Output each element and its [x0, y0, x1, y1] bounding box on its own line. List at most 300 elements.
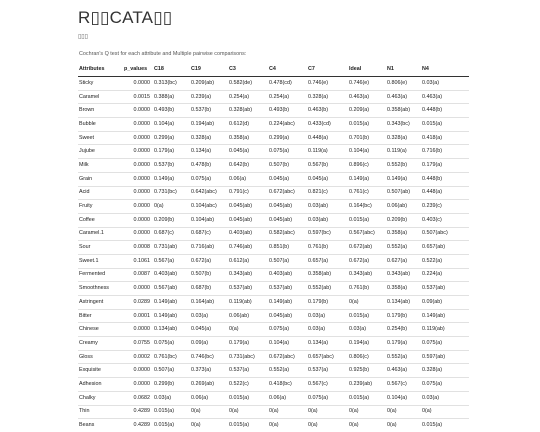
p-value-cell: 0.0682 [123, 391, 153, 405]
table-cell: 0.672(a) [348, 254, 386, 268]
table-row [78, 337, 469, 351]
attribute-cell: Jujube [78, 145, 123, 159]
p-value-cell: 0.0000 [123, 200, 153, 214]
table-cell: 0.493(b) [268, 104, 307, 118]
table-cell: 0.03(a) [153, 391, 190, 405]
table-row [78, 282, 469, 296]
table-cell: 0.015(a) [153, 405, 190, 419]
table-cell: 0.015(a) [348, 309, 386, 323]
table-cell: 0.164(ab) [190, 296, 228, 310]
table-cell: 0(a) [386, 419, 421, 432]
column-header: N4 [421, 63, 469, 77]
table-cell: 0.358(a) [228, 131, 268, 145]
p-value-cell: 0.0001 [123, 309, 153, 323]
table-cell: 0.075(a) [421, 337, 469, 351]
attribute-cell: Astringent [78, 296, 123, 310]
column-header: p_values [123, 63, 153, 77]
table-cell: 0.567(abc) [348, 227, 386, 241]
attribute-cell: Sticky [79, 79, 94, 86]
table-cell: 0.06(ab) [386, 200, 421, 214]
table-cell: 0.075(a) [268, 145, 307, 159]
column-header: C19 [190, 63, 228, 77]
table-cell: 0.507(a) [153, 364, 190, 378]
table-cell: 0.06(ab) [228, 309, 268, 323]
table-cell: 0(a) [190, 419, 228, 432]
table-cell: 0(a) [268, 405, 307, 419]
table-cell: 0.164(bc) [348, 200, 386, 214]
table-cell: 0(a) [348, 419, 386, 432]
table-cell: 0.642(b) [228, 159, 268, 173]
table-cell: 0.269(ab) [190, 378, 228, 392]
table-cell: 0.731(ab) [153, 241, 190, 255]
table-cell: 0.403(c) [421, 213, 469, 227]
p-value-cell: 0.0000 [123, 104, 153, 118]
p-value-cell: 0.0000 [123, 131, 153, 145]
table-cell: 0.328(a) [421, 364, 469, 378]
table-cell: 0.09(ab) [421, 296, 469, 310]
attribute-cell: Bitter [78, 309, 123, 323]
table-cell: 0.582(de) [229, 79, 253, 86]
table-row [78, 254, 469, 268]
p-value-cell: 0.0000 [123, 364, 153, 378]
table-cell: 0.746(e) [349, 79, 370, 86]
column-header: C7 [307, 63, 348, 77]
attribute-cell: Grain [78, 172, 123, 186]
table-cell: 0.448(a) [421, 186, 469, 200]
table-cell: 0.448(b) [421, 172, 469, 186]
table-row [78, 378, 469, 392]
p-value-cell: 0.4289 [123, 405, 153, 419]
table-cell: 0.761(b) [348, 282, 386, 296]
table-cell: 0.642(abc) [190, 186, 228, 200]
p-value-cell: 0.0002 [123, 350, 153, 364]
table-cell: 0.03(a) [421, 391, 469, 405]
table-row [78, 77, 469, 91]
table-cell: 0.075(a) [421, 378, 469, 392]
attribute-cell: Beans [78, 419, 123, 432]
table-cell: 0.612(d) [228, 118, 268, 132]
table-cell: 0.716(b) [421, 145, 469, 159]
table-caption: Cochran's Q test for each attribute and Multiple pairwise comparisons: [79, 51, 247, 57]
attribute-cell: Chinese [78, 323, 123, 337]
table-header-row [78, 63, 469, 77]
table-cell: 0.179(a) [228, 337, 268, 351]
table-cell: 0.045(ab) [268, 213, 307, 227]
table-cell: 0.418(bc) [268, 378, 307, 392]
table-cell: 0.478(b) [190, 159, 228, 173]
table-cell: 0.104(abc) [190, 200, 228, 214]
attribute-cell: Adhesion [78, 378, 123, 392]
table-cell: 0.119(ab) [421, 323, 469, 337]
table-cell: 0.209(ab) [191, 79, 215, 86]
p-value-cell: 0.0015 [123, 90, 153, 104]
table-cell: 0.567(c) [386, 378, 421, 392]
table-cell: 0.687(b) [190, 282, 228, 296]
table-cell: 0.015(a) [348, 391, 386, 405]
table-cell: 0.612(a) [228, 254, 268, 268]
table-cell: 0.507(b) [190, 268, 228, 282]
table-cell: 0.149(ab) [421, 309, 469, 323]
table-cell: 0.149(ab) [153, 309, 190, 323]
attribute-cell: Milk [78, 159, 123, 173]
table-row [78, 172, 469, 186]
table-row [78, 309, 469, 323]
table-cell: 0.09(a) [190, 337, 228, 351]
table-row [78, 268, 469, 282]
table-cell: 0.687(c) [190, 227, 228, 241]
table-cell: 0.657(a) [307, 254, 348, 268]
attribute-cell: Brown [78, 104, 123, 118]
table-cell: 0.343(bc) [386, 118, 421, 132]
results-table [78, 63, 469, 432]
page-subtitle: ▯▯▯ [78, 34, 88, 40]
attribute-cell: Fermented [78, 268, 123, 282]
table-cell: 0.239(a) [190, 90, 228, 104]
table-cell: 0.627(a) [386, 254, 421, 268]
table-cell: 0.463(a) [348, 90, 386, 104]
column-header: C18 [153, 63, 190, 77]
table-cell: 0.657(ab) [421, 241, 469, 255]
table-cell: 0.582(abc) [268, 227, 307, 241]
p-value-cell: 0.0000 [123, 145, 153, 159]
table-cell: 0.567(a) [153, 254, 190, 268]
table-cell: 0.045(ab) [268, 309, 307, 323]
table-cell: 0.224(a) [421, 268, 469, 282]
table-cell: 0.075(a) [153, 337, 190, 351]
document-page [78, 0, 478, 432]
p-value-cell: 0.0000 [123, 227, 153, 241]
table-cell: 0.478(cd) [269, 79, 292, 86]
table-cell: 0.134(a) [190, 145, 228, 159]
table-cell: 0.358(ab) [386, 104, 421, 118]
table-cell: 0.507(b) [268, 159, 307, 173]
table-cell: 0.224(abc) [268, 118, 307, 132]
table-cell: 0.149(a) [386, 172, 421, 186]
column-header: N1 [386, 63, 421, 77]
table-cell: 0.716(ab) [190, 241, 228, 255]
table-cell: 0.328(ab) [228, 104, 268, 118]
table-cell: 0.463(a) [386, 90, 421, 104]
table-cell: 0.254(a) [228, 90, 268, 104]
page-title: R▯▯CATA▯▯ [78, 8, 173, 27]
p-value-cell: 0.0000 [123, 282, 153, 296]
table-cell: 0.448(a) [307, 131, 348, 145]
table-cell: 0.06(a) [228, 172, 268, 186]
table-cell: 0.731(abc) [228, 350, 268, 364]
table-cell: 0.552(ab) [307, 282, 348, 296]
table-cell: 0.045(ab) [228, 213, 268, 227]
table-cell: 0.552(a) [386, 241, 421, 255]
table-cell: 0.328(a) [307, 90, 348, 104]
table-cell: 0.597(ab) [421, 350, 469, 364]
p-value-cell: 0.0000 [123, 186, 153, 200]
table-cell: 0.925(b) [348, 364, 386, 378]
table-cell: 0.672(abc) [268, 350, 307, 364]
p-value-cell: 0.0000 [133, 79, 150, 86]
table-cell: 0.03(a) [348, 323, 386, 337]
table-cell: 0.015(a) [348, 213, 386, 227]
table-row [78, 241, 469, 255]
table-row [78, 159, 469, 173]
attribute-cell: Sweet.1 [78, 254, 123, 268]
p-value-cell: 0.4289 [123, 419, 153, 432]
table-cell: 0.045(a) [307, 172, 348, 186]
column-header: Attributes [78, 63, 123, 77]
attribute-cell: Sweet [78, 131, 123, 145]
table-row [78, 350, 469, 364]
table-cell: 0.791(c) [228, 186, 268, 200]
p-value-cell: 0.1061 [123, 254, 153, 268]
table-cell: 0.328(a) [386, 131, 421, 145]
attribute-cell: Thin [78, 405, 123, 419]
table-cell: 0.03(ab) [307, 200, 348, 214]
table-cell: 0.313(bc) [154, 79, 177, 86]
table-cell: 0.507(abc) [421, 227, 469, 241]
p-value-cell: 0.0087 [123, 268, 153, 282]
table-cell: 0.746(e) [308, 79, 329, 86]
table-cell: 0.149(a) [153, 172, 190, 186]
column-header: C3 [228, 63, 268, 77]
table-cell: 0.552(a) [268, 364, 307, 378]
table-row [78, 296, 469, 310]
table-row [78, 419, 469, 432]
table-cell: 0.851(b) [268, 241, 307, 255]
p-value-cell: 0.0000 [123, 118, 153, 132]
table-cell: 0.239(ab) [348, 378, 386, 392]
table-cell: 0.537(ab) [268, 282, 307, 296]
table-cell: 0.537(b) [190, 104, 228, 118]
table-cell: 0.209(a) [348, 104, 386, 118]
table-cell: 0.701(b) [348, 131, 386, 145]
table-cell: 0(a) [307, 419, 348, 432]
table-cell: 0(a) [228, 323, 268, 337]
attribute-cell: Gloss [78, 350, 123, 364]
table-row [78, 323, 469, 337]
table-cell: 0.179(a) [421, 159, 469, 173]
table-cell: 0.522(c) [228, 378, 268, 392]
table-cell: 0.403(ab) [153, 268, 190, 282]
table-cell: 0.358(a) [386, 227, 421, 241]
table-cell: 0.552(a) [386, 350, 421, 364]
table-cell: 0.149(ab) [268, 296, 307, 310]
attribute-cell: Acid [78, 186, 123, 200]
table-cell: 0.552(b) [386, 159, 421, 173]
table-cell: 0.806(e) [387, 79, 408, 86]
table-cell: 0.672(ab) [348, 241, 386, 255]
table-cell: 0(a) [386, 405, 421, 419]
table-body [78, 77, 469, 432]
table-cell: 0.507(a) [268, 254, 307, 268]
table-cell: 0.746(ab) [228, 241, 268, 255]
table-cell: 0(a) [348, 296, 386, 310]
table-cell: 0.119(a) [307, 145, 348, 159]
table-cell: 0.343(ab) [348, 268, 386, 282]
table-cell: 0.045(a) [228, 145, 268, 159]
table-cell: 0.597(bc) [307, 227, 348, 241]
table-cell: 0.761(c) [348, 186, 386, 200]
table-cell: 0.015(a) [228, 419, 268, 432]
table-row [78, 391, 469, 405]
table-cell: 0.463(a) [421, 90, 469, 104]
table-cell: 0.343(ab) [228, 268, 268, 282]
attribute-cell: Sour [78, 241, 123, 255]
table-cell: 0.075(a) [307, 391, 348, 405]
table-row [78, 405, 469, 419]
p-value-cell: 0.0000 [123, 159, 153, 173]
table-cell: 0.537(a) [307, 364, 348, 378]
table-cell: 0.03(a) [307, 309, 348, 323]
table-cell: 0.358(ab) [307, 268, 348, 282]
p-value-cell: 0.0000 [123, 213, 153, 227]
table-cell: 0(a) [348, 405, 386, 419]
table-cell: 0(a) [307, 405, 348, 419]
table-cell: 0.448(b) [421, 104, 469, 118]
table-cell: 0.761(bc) [153, 350, 190, 364]
table-cell: 0.672(a) [190, 254, 228, 268]
table-cell: 0.03(a) [190, 309, 228, 323]
table-row [78, 186, 469, 200]
table-cell: 0.373(a) [190, 364, 228, 378]
table-cell: 0.896(c) [348, 159, 386, 173]
table-cell: 0.045(ab) [268, 200, 307, 214]
attribute-cell: Chalky [78, 391, 123, 405]
table-cell: 0(a) [153, 200, 190, 214]
table-cell: 0(a) [268, 419, 307, 432]
table-cell: 0.06(a) [190, 391, 228, 405]
attribute-cell: Bubble [78, 118, 123, 132]
table-cell: 0.254(b) [386, 323, 421, 337]
table-cell: 0.358(a) [386, 282, 421, 296]
table-cell: 0.104(a) [348, 145, 386, 159]
table-cell: 0.209(b) [153, 213, 190, 227]
table-cell: 0.015(a) [228, 391, 268, 405]
p-value-cell: 0.0008 [123, 241, 153, 255]
table-cell: 0.433(cd) [307, 118, 348, 132]
table-cell: 0.104(a) [268, 337, 307, 351]
attribute-cell: Caramel [78, 90, 123, 104]
table-cell: 0.299(a) [268, 131, 307, 145]
table-cell: 0.672(abc) [268, 186, 307, 200]
table-cell: 0.209(b) [386, 213, 421, 227]
table-row [78, 131, 469, 145]
table-row [78, 145, 469, 159]
table-row [78, 118, 469, 132]
column-header: Ideal [348, 63, 386, 77]
table-cell: 0.045(a) [268, 172, 307, 186]
table-cell: 0.299(b) [153, 378, 190, 392]
table-row [78, 90, 469, 104]
table-cell: 0.254(a) [268, 90, 307, 104]
table-cell: 0.179(b) [386, 309, 421, 323]
table-cell: 0.687(c) [153, 227, 190, 241]
table-cell: 0.239(c) [421, 200, 469, 214]
p-value-cell: 0.0000 [123, 323, 153, 337]
p-value-cell: 0.0000 [123, 172, 153, 186]
table-cell: 0.119(ab) [228, 296, 268, 310]
table-cell: 0.403(ab) [228, 227, 268, 241]
table-cell: 0.567(ab) [153, 282, 190, 296]
attribute-cell: Fruity [78, 200, 123, 214]
table-cell: 0.194(a) [348, 337, 386, 351]
table-cell: 0(a) [421, 405, 469, 419]
table-cell: 0.194(ab) [190, 118, 228, 132]
table-cell: 0.015(a) [153, 419, 190, 432]
p-value-cell: 0.0755 [123, 337, 153, 351]
table-cell: 0.179(b) [307, 296, 348, 310]
table-cell: 0.493(b) [153, 104, 190, 118]
table-cell: 0.104(a) [386, 391, 421, 405]
table-cell: 0(a) [228, 405, 268, 419]
table-cell: 0.075(a) [190, 172, 228, 186]
table-cell: 0.075(a) [268, 323, 307, 337]
table-cell: 0.567(c) [307, 378, 348, 392]
table-cell: 0.806(c) [348, 350, 386, 364]
table-cell: 0.015(a) [348, 118, 386, 132]
table-cell: 0(a) [190, 405, 228, 419]
table-cell: 0.104(ab) [190, 213, 228, 227]
table-cell: 0.328(a) [190, 131, 228, 145]
attribute-cell: Coffee [78, 213, 123, 227]
table-row [78, 364, 469, 378]
table-cell: 0.104(a) [153, 118, 190, 132]
table-cell: 0.821(c) [307, 186, 348, 200]
table-cell: 0.03(a) [422, 79, 440, 86]
table-row [78, 213, 469, 227]
table-cell: 0.463(b) [307, 104, 348, 118]
table-cell: 0.537(b) [153, 159, 190, 173]
table-cell: 0.537(ab) [228, 282, 268, 296]
table-cell: 0.299(a) [153, 131, 190, 145]
table-cell: 0.045(ab) [228, 200, 268, 214]
table-cell: 0.343(ab) [386, 268, 421, 282]
table-cell: 0.045(a) [190, 323, 228, 337]
table-cell: 0.015(a) [421, 118, 469, 132]
attribute-cell: Exquisite [78, 364, 123, 378]
p-value-cell: 0.0289 [123, 296, 153, 310]
table-cell: 0.134(ab) [386, 296, 421, 310]
table-cell: 0.03(ab) [307, 213, 348, 227]
table-cell: 0.015(a) [421, 419, 469, 432]
table-cell: 0.657(abc) [307, 350, 348, 364]
table-cell: 0.179(a) [386, 337, 421, 351]
table-cell: 0.507(ab) [386, 186, 421, 200]
table-cell: 0.119(a) [386, 145, 421, 159]
table-cell: 0.403(ab) [268, 268, 307, 282]
table-cell: 0.03(a) [307, 323, 348, 337]
table-cell: 0.134(a) [307, 337, 348, 351]
table-cell: 0.567(b) [307, 159, 348, 173]
table-cell: 0.746(bc) [190, 350, 228, 364]
p-value-cell: 0.0000 [123, 378, 153, 392]
table-cell: 0.418(a) [421, 131, 469, 145]
table-cell: 0.06(a) [268, 391, 307, 405]
column-header: C4 [268, 63, 307, 77]
table-cell: 0.134(ab) [153, 323, 190, 337]
table-cell: 0.761(b) [307, 241, 348, 255]
table-cell: 0.179(a) [153, 145, 190, 159]
table-cell: 0.537(a) [228, 364, 268, 378]
table-row [78, 227, 469, 241]
attribute-cell: Creamy [78, 337, 123, 351]
table-cell: 0.731(bc) [153, 186, 190, 200]
table-cell: 0.522(a) [421, 254, 469, 268]
table-cell: 0.149(a) [348, 172, 386, 186]
table-cell: 0.463(a) [386, 364, 421, 378]
attribute-cell: Caramel.1 [78, 227, 123, 241]
attribute-cell: Smoothness [78, 282, 123, 296]
table-row [78, 200, 469, 214]
table-cell: 0.388(a) [153, 90, 190, 104]
